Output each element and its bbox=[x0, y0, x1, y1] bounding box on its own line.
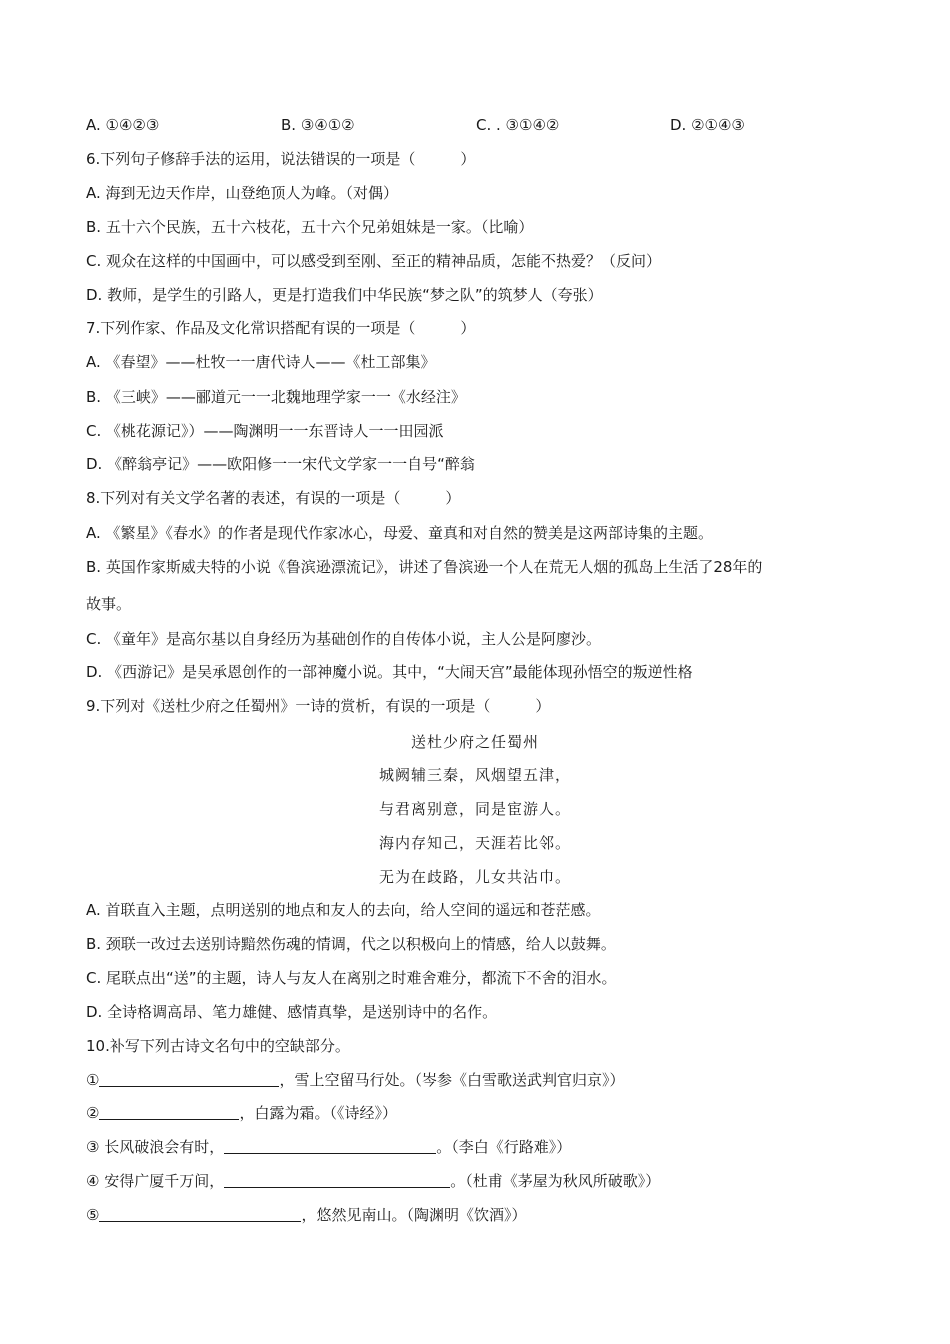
q7-stem: 7.下列作家、作品及文化常识搭配有误的一项是（ ） bbox=[86, 319, 476, 337]
q10-blank-1[interactable] bbox=[99, 1070, 279, 1087]
q6-option-a: A. 海到无边天作岸，山登绝顶人为峰。（对偶） bbox=[86, 184, 399, 202]
poem-line-3: 海内存知己，天涯若比邻。 bbox=[378, 834, 571, 852]
q5-option-b: B. ③④①② bbox=[281, 116, 355, 134]
q10-blank-5[interactable] bbox=[99, 1205, 301, 1222]
poem-title: 送杜少府之任蜀州 bbox=[410, 733, 539, 751]
poem-line-2: 与君离别意，同是宦游人。 bbox=[378, 800, 571, 818]
q10-item-3-prefix: ③ 长风破浪会有时， bbox=[86, 1138, 225, 1156]
q9-option-b: B. 颈联一改过去送别诗黯然伤魂的情调，代之以积极向上的情感，给人以鼓舞。 bbox=[86, 935, 616, 953]
q8-option-b-continued: 故事。 bbox=[86, 595, 132, 613]
q9-option-a: A. 首联直入主题，点明送别的地点和友人的去向，给人空间的遥远和苍茫感。 bbox=[86, 901, 601, 919]
q8-option-b: B. 英国作家斯威夫特的小说《鲁滨逊漂流记》，讲述了鲁滨逊一个人在荒无人烟的孤岛上生活了28年的 bbox=[86, 558, 763, 576]
q10-item-2-suffix: ，白露为霜。（《诗经》） bbox=[239, 1104, 397, 1122]
q10-item-2 bbox=[86, 1103, 397, 1123]
q9-option-d: D. 全诗格调高昂、笔力雄健、感情真挚，是送别诗中的名作。 bbox=[86, 1003, 498, 1021]
q10-blank-4[interactable] bbox=[224, 1171, 450, 1188]
q6-stem: 6.下列句子修辞手法的运用，说法错误的一项是（ ） bbox=[86, 150, 476, 168]
q10-item-3-suffix: 。（李白《行路难》） bbox=[436, 1138, 572, 1156]
q9-stem: 9.下列对《送杜少府之任蜀州》一诗的赏析，有误的一项是（ ） bbox=[86, 697, 551, 715]
poem-line-4: 无为在歧路，儿女共沾巾。 bbox=[378, 868, 571, 886]
q8-option-c: C. 《童年》是高尔基以自身经历为基础创作的自传体小说，主人公是阿廖沙。 bbox=[86, 630, 602, 648]
q9-option-c: C. 尾联点出“送”的主题，诗人与友人在离别之时难舍难分，都流下不舍的泪水。 bbox=[86, 969, 617, 987]
q10-item-3 bbox=[86, 1137, 571, 1157]
q10-item-2-prefix: ② bbox=[86, 1104, 100, 1122]
q10-item-4-suffix: 。（杜甫《茅屋为秋风所破歌》） bbox=[450, 1172, 661, 1190]
q7-option-a: A. 《春望》——杜牧一一唐代诗人——《杜工部集》 bbox=[86, 353, 436, 371]
q10-item-1-suffix: ，雪上空留马行处。（岑参《白雪歌送武判官归京》） bbox=[279, 1071, 625, 1089]
q10-item-4-prefix: ④ 安得广厦千万间， bbox=[86, 1172, 225, 1190]
q5-options bbox=[86, 116, 846, 136]
q5-option-a: A. ①④②③ bbox=[86, 116, 160, 134]
q8-stem: 8.下列对有关文学名著的表述，有误的一项是（ ） bbox=[86, 489, 461, 507]
q10-item-1-prefix: ① bbox=[86, 1071, 100, 1089]
q10-item-5 bbox=[86, 1205, 526, 1225]
q10-item-1 bbox=[86, 1070, 624, 1090]
q7-option-d: D. 《醉翁亭记》——欧阳修一一宋代文学家一一自号“醉翁 bbox=[86, 455, 475, 473]
q10-blank-3[interactable] bbox=[224, 1137, 436, 1154]
q7-option-b: B. 《三峡》——郦道元一一北魏地理学家一一《水经注》 bbox=[86, 388, 466, 406]
q7-option-c: C. 《桃花源记》）——陶渊明一一东晋诗人一一田园派 bbox=[86, 422, 444, 440]
q6-option-c: C. 观众在这样的中国画中，可以感受到至刚、至正的精神品质，怎能不热爱？（反问） bbox=[86, 252, 662, 270]
q10-stem: 10.补写下列古诗文名句中的空缺部分。 bbox=[86, 1037, 350, 1055]
q5-option-c: C. . ③①④② bbox=[476, 116, 560, 134]
q10-item-5-prefix: ⑤ bbox=[86, 1206, 100, 1224]
q5-option-d: D. ②①④③ bbox=[670, 116, 745, 134]
q10-blank-2[interactable] bbox=[99, 1103, 239, 1120]
q6-option-b: B. 五十六个民族，五十六枝花，五十六个兄弟姐妹是一家。（比喻） bbox=[86, 218, 534, 236]
q10-item-4 bbox=[86, 1171, 660, 1191]
q8-option-a: A. 《繁星》《春水》的作者是现代作家冰心，母爱、童真和对自然的赞美是这两部诗集的主题。 bbox=[86, 524, 714, 542]
poem-line-1: 城阙辅三秦，风烟望五津， bbox=[378, 766, 571, 784]
q10-item-5-suffix: ，悠然见南山。（陶渊明《饮酒》） bbox=[301, 1206, 527, 1224]
q8-option-d: D. 《西游记》是吴承恩创作的一部神魔小说。其中，“大闹天宫”最能体现孙悟空的叛逆性格 bbox=[86, 663, 693, 681]
q6-option-d: D. 教师，是学生的引路人，更是打造我们中华民族“梦之队”的筑梦人（夸张） bbox=[86, 286, 603, 304]
